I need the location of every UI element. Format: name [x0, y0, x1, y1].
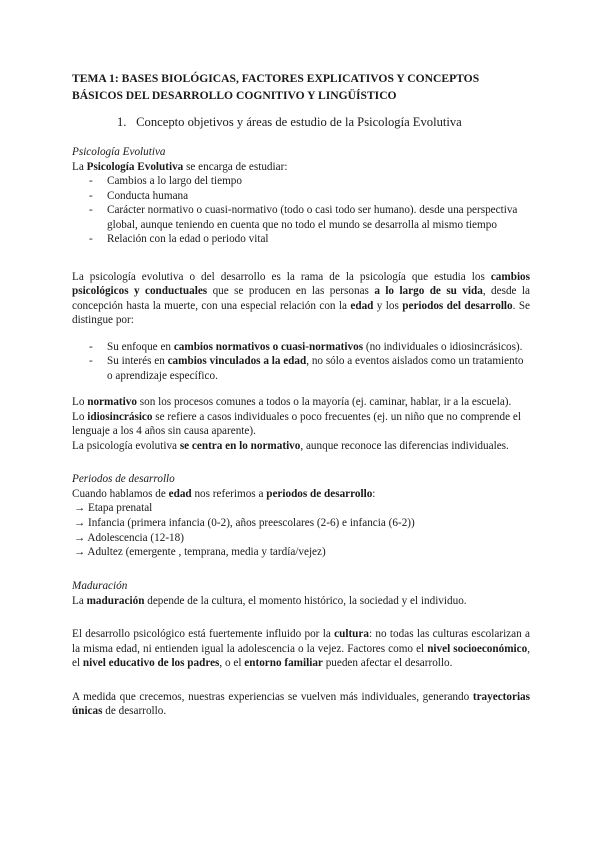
- text: A medida que crecemos, nuestras experiencias se vuelven más individuales, generando: [72, 690, 473, 703]
- text: La psicología evolutiva o del desarrollo es la rama de la psicología que estudia los: [72, 270, 491, 283]
- text: se refiere a casos individuales o poco frecuentes (ej. un niño que no comprende el lenguaje a los 4 años sin causa aparente).: [72, 410, 521, 437]
- culture-paragraph: [72, 627, 530, 671]
- document-title: TEMA 1: BASES BIOLÓGICAS, FACTORES EXPLICATIVOS Y CONCEPTOS BÁSICOS DEL DESARROLLO COGNITIVO Y LINGÜÍSTICO: [72, 72, 480, 102]
- bold-text: nivel educativo de los padres: [82, 657, 220, 670]
- bold-text: cultura: [334, 628, 369, 641]
- bold-text: periodos del desarrollo: [402, 299, 513, 312]
- section-heading: [117, 114, 530, 130]
- text: nos referimos a: [191, 487, 267, 500]
- subheading-periodos: Periodos de desarrollo: [72, 473, 175, 485]
- text: que se producen en las personas: [207, 285, 375, 297]
- subheading-psicologia-evolutiva: Psicología Evolutiva: [72, 146, 166, 158]
- period-item: → Adultez (emergente , temprana, media y tardía/vejez): [74, 546, 326, 559]
- psico-list: [72, 174, 530, 247]
- definition-paragraph: [72, 270, 530, 328]
- focus-sentence: [72, 439, 530, 454]
- text: La: [72, 160, 87, 173]
- section-number: 1.: [117, 115, 127, 129]
- text: :: [372, 487, 376, 500]
- text: depende de la cultura, el momento histórico, la sociedad y el individuo.: [144, 594, 467, 607]
- section-title: Concepto objetivos y áreas de estudio de la Psicología Evolutiva: [136, 115, 462, 129]
- psico-intro: [72, 160, 530, 175]
- period-item: → Infancia (primera infancia (0-2), años preescolares (2-6) e infancia (6-2)): [74, 516, 415, 529]
- list-item: [72, 340, 530, 355]
- bold-text: cambios psicológicos y conductuales: [72, 270, 530, 297]
- bold-text: periodos de desarrollo: [266, 487, 373, 500]
- text: , aunque reconoce las diferencias individuales.: [300, 439, 509, 452]
- bold-text: edad: [168, 487, 192, 500]
- text: , desde la concepción hasta la muerte, con una especial relación con la: [72, 285, 531, 312]
- text: Cuando hablamos de: [72, 487, 169, 500]
- distinction-list: [72, 340, 530, 384]
- bold-text: se centra en lo normativo: [179, 439, 301, 452]
- list-item: [72, 354, 530, 383]
- text: , no sólo a eventos aislados como un tratamiento o aprendizaje específico.: [107, 355, 524, 382]
- bold-text: entorno familiar: [244, 657, 323, 670]
- text: y los: [373, 299, 403, 312]
- text: La: [72, 594, 87, 607]
- bold-text: cambios normativos o cuasi-normativos: [173, 340, 364, 353]
- text: Lo: [72, 396, 88, 408]
- text: , el: [72, 642, 530, 670]
- text: La psicología evolutiva: [72, 439, 180, 452]
- list-item: - Cambios a lo largo del tiempo: [72, 174, 530, 189]
- text: pueden afectar el desarrollo.: [322, 657, 453, 670]
- periods-list: [72, 501, 530, 560]
- text: El desarrollo psicológico está fuertemente influido por la: [72, 628, 335, 641]
- periods-intro: [72, 487, 530, 502]
- list-item: - Conducta humana: [72, 189, 530, 204]
- bold-text: normativo: [87, 396, 137, 408]
- bold-text: Psicología Evolutiva: [86, 160, 184, 173]
- bold-text: a lo largo de su vida: [374, 285, 483, 297]
- text: Su interés en: [107, 355, 168, 367]
- text: son los procesos comunes a todos o la mayoría (ej. caminar, hablar, ir a la escuela).: [136, 396, 512, 408]
- text: Su enfoque en: [107, 340, 174, 353]
- text: se encarga de estudiar:: [183, 160, 288, 173]
- maduracion-sentence: [72, 594, 530, 609]
- bold-text: cambios vinculados a la edad: [167, 355, 307, 367]
- text: , o el: [219, 657, 245, 670]
- subheading-maduracion: Maduración: [72, 580, 128, 593]
- bold-text: edad: [350, 299, 374, 312]
- list-item: - Relación con la edad o periodo vital: [72, 232, 530, 247]
- bold-text: trayectorias únicas: [72, 690, 530, 718]
- list-item: - Carácter normativo o cuasi-normativo (todo o casi todo ser humano). desde una perspectiva global, aunque teniendo en cuenta que no todo el mundo se desarrolla al mismo tiempo: [72, 203, 530, 232]
- trajectories-paragraph: [72, 690, 530, 719]
- period-item: → Etapa prenatal: [74, 502, 153, 514]
- bold-text: maduración: [86, 594, 145, 607]
- text: : no todas las culturas escolarizan a la misma edad, ni entienden igual la adolescencia o la vejez. Factores como el: [72, 628, 531, 655]
- period-item: → Adolescencia (12-18): [74, 531, 184, 544]
- text: . Se distingue por:: [72, 299, 531, 326]
- bold-text: idiosincrásico: [87, 410, 153, 423]
- text: de desarrollo.: [102, 705, 167, 718]
- idiosincrasico-sentence: [72, 410, 530, 439]
- text: (no individuales o idiosincrásicos).: [363, 340, 523, 353]
- text: Lo: [72, 410, 88, 423]
- normativo-sentence: [72, 395, 530, 410]
- bold-text: nivel socioeconómico: [427, 642, 528, 655]
